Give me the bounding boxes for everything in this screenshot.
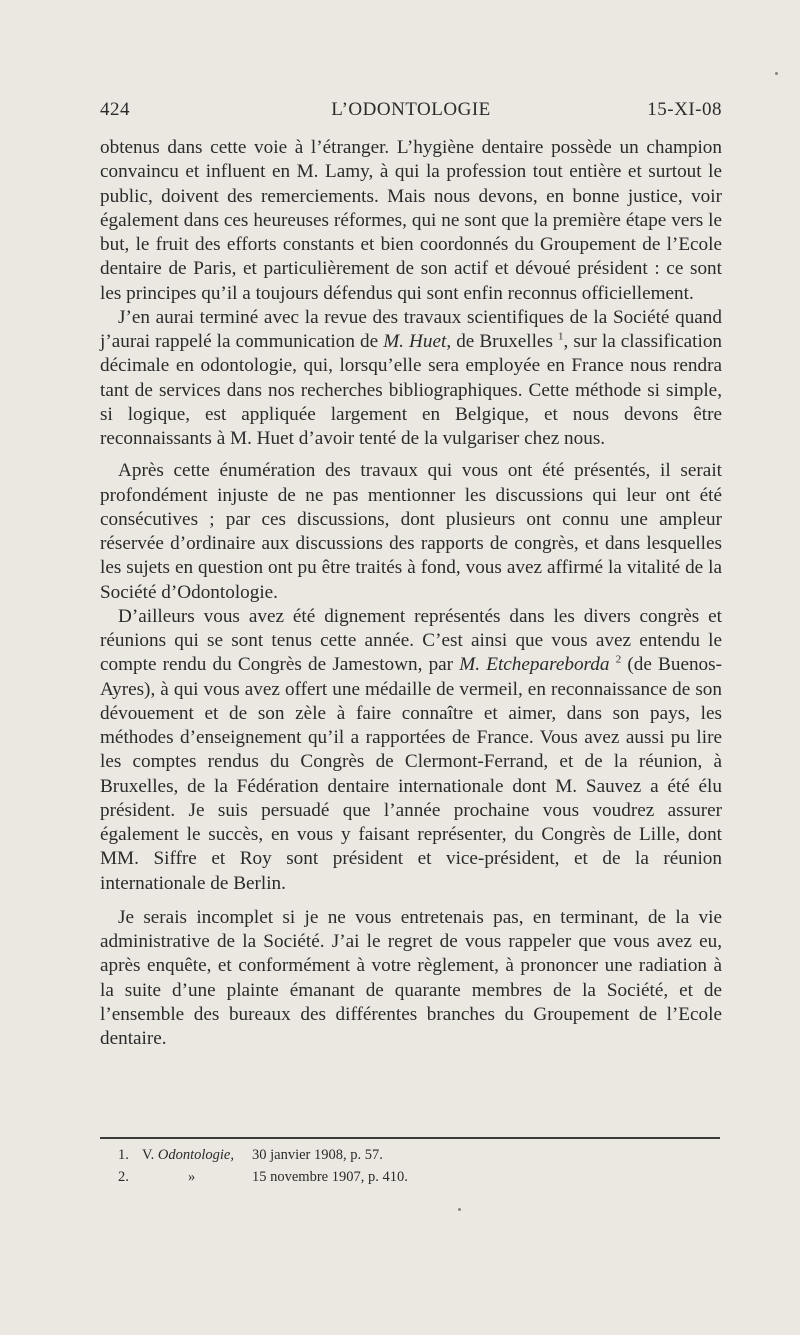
footnote-divider [100, 1137, 720, 1139]
text-run: Après cette énumération des travaux qui vous ont été présentés, il serait profondément injuste de ne pas mentionner les discussions qui leur ont été consécutives ; par ces discussions, dont plusieurs ont connu une ampleur réservée d’ordinaire aux discussions des rapports de congrès, et dans lesquelles les sujets en question ont pu être traités à fond, vous avez affirmé la vitalité de la Société d’Odontologie. [100, 460, 722, 603]
paragraph [100, 306, 722, 452]
text-run: , sur la classification décimale en odontologie, qui, lorsqu’elle sera employée en France nous rendra tant de services dans nos recherches bibliographiques. Cette méthode si simple, si logique, est appliquée largement en Belgique, et nous devons être reconnaissants à M. Huet d’avoir tenté de la vulgariser chez nous. [100, 331, 723, 449]
paragraph [100, 906, 722, 1052]
italic-name: M. Huet [383, 331, 447, 352]
paper-speck [458, 1208, 461, 1211]
footnote-reference: 2 [615, 653, 622, 666]
issue-date: 15-XI-08 [647, 99, 722, 120]
journal-name-italic: Odontologie, [157, 1147, 234, 1163]
italic-name: M. Etchepareborda [459, 654, 610, 676]
footnote-abbrev: V. [142, 1147, 158, 1163]
text-run: D’ailleurs vous avez été dignement représentés dans les divers congrès et réunions qui se sont tenus cette année. C’est ainsi que vous avez entendu le compte rendu du Congrès de Jamestown, par [100, 605, 722, 676]
footnote [118, 1144, 718, 1166]
text-run: Je serais incomplet si je ne vous entretenais pas, en terminant, de la vie administrative de la Société. J’ai le regret de vous rappeler que vous avez eu, après enquête, et conformément à votre règlement, à prononcer une radiation à la suite d’une plainte émanant de quarante membres de la Société, et de l’ensemble des bureaux des différentes branches du Groupement de l’Ecole dentaire. [100, 906, 722, 1049]
footnote-ditto-mark: » [188, 1169, 196, 1185]
footnote-source [142, 1144, 234, 1166]
paper-speck [775, 72, 778, 75]
text-run: obtenus dans cette voie à l’étranger. L’hygiène dentaire possède un champion convaincu et influent en M. Lamy, à qui la profession tout entière et surtout le public, doivent des remerciements. Mais nous devons, en bonne justice, voir également dans ces heureuses réformes, qui ne sont que la première étape vers le but, le fruit des efforts constants et bien coordonnés du Groupement de l’Ecole dentaire de Paris, et particulièrement de son actif et dévoué président : ce sont les principes qu’il a toujours défendus qui sont enfin reconnus officiellement. [100, 137, 722, 304]
footnote-number: 1. [118, 1147, 129, 1163]
footnote-date: 30 janvier 1908, p. 57. [252, 1147, 383, 1163]
paragraph [100, 605, 722, 896]
running-header [100, 99, 722, 129]
footnote-date: 15 novembre 1907, p. 410. [252, 1169, 408, 1185]
footnote-number: 2. [118, 1169, 129, 1185]
journal-title: L’ODONTOLOGIE [331, 99, 491, 120]
text-run: , de Bruxelles [446, 331, 558, 352]
body-text [100, 136, 722, 1051]
footnote [118, 1166, 718, 1188]
paragraph [100, 136, 722, 306]
footnotes [118, 1144, 718, 1188]
text-run: (de Buenos-Ayres), à qui vous avez offert une médaille de vermeil, en reconnaissance de son dévouement et de son zèle à faire connaître et aimer, dans son pays, les méthodes d’enseignement qu’il a rapportées de France. Vous avez aussi pu lire les comptes rendus du Congrès de Clermont-Ferrand, et de la réunion, à Bruxelles, de la Fédération dentaire internationale dont M. Sauvez a été élu président. Je suis persuadé que l’année prochaine vous voudrez assurer également le succès, en vous y faisant représenter, du Congrès de Lille, dont MM. Siffre et Roy sont président et vice-président, et de la réunion internationale de Berlin. [100, 654, 723, 894]
page-number: 424 [100, 99, 130, 120]
text-run: J’en aurai terminé avec la revue des travaux scientifiques de la Société quand j’aurai rappelé la communication de [100, 306, 722, 352]
footnote-reference: 1 [558, 330, 564, 343]
paragraph [100, 459, 722, 605]
